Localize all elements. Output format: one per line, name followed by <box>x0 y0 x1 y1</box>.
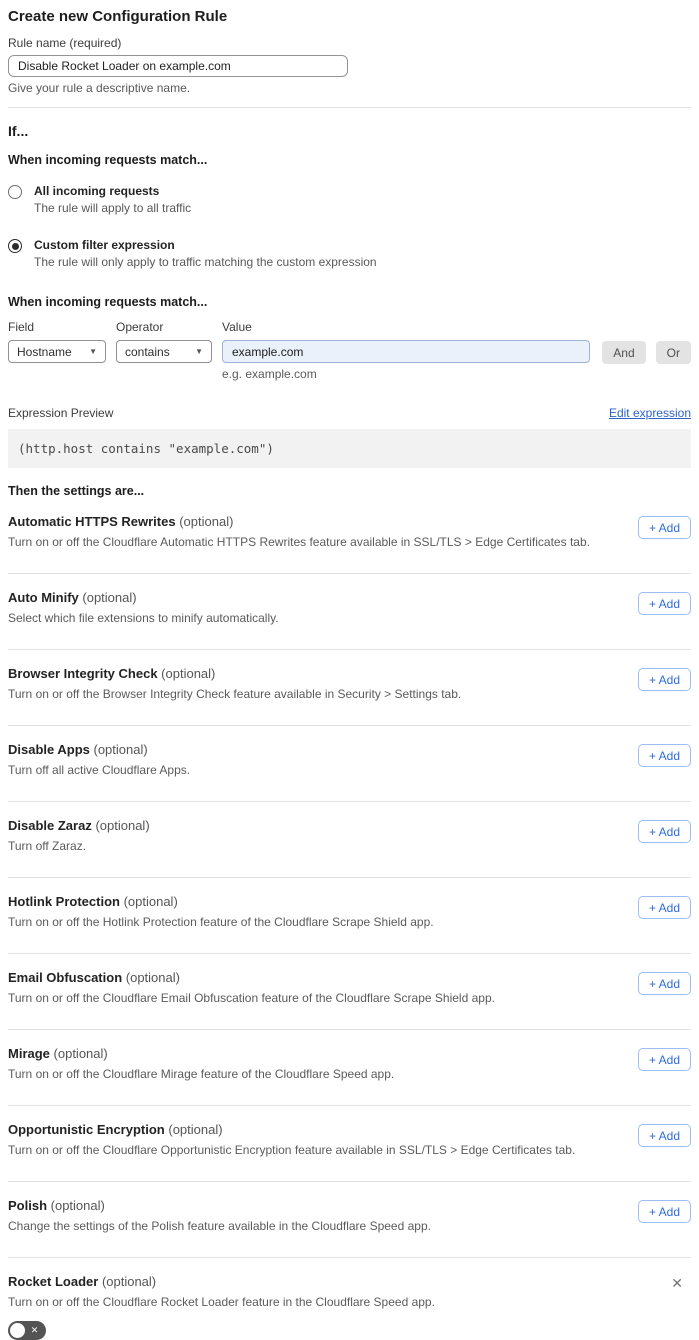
setting-name: Polish <box>8 1198 48 1213</box>
incoming-requests-subheading: When incoming requests match... <box>8 153 208 167</box>
add-setting-button[interactable]: + Add <box>638 972 691 995</box>
setting-description: Turn on or off the Cloudflare Mirage feature of the Cloudflare Speed app. <box>8 1067 395 1081</box>
operator-select-value: contains <box>125 344 170 359</box>
setting-name: Opportunistic Encryption <box>8 1122 165 1137</box>
field-select-value: Hostname <box>17 344 72 359</box>
divider <box>8 107 691 108</box>
setting-row-auto-minify <box>8 574 691 650</box>
operator-select[interactable] <box>116 340 212 363</box>
or-button[interactable]: Or <box>656 341 691 364</box>
add-setting-button[interactable]: + Add <box>638 744 691 767</box>
setting-name: Auto Minify <box>8 590 79 605</box>
setting-name: Rocket Loader <box>8 1274 99 1289</box>
edit-expression-link[interactable]: Edit expression <box>608 406 691 420</box>
expression-builder-row <box>8 320 691 381</box>
then-settings-heading: Then the settings are... <box>8 484 145 498</box>
setting-description: Turn off Zaraz. <box>8 839 87 853</box>
chevron-down-icon: ▼ <box>89 346 97 356</box>
radio-option-description: The rule will only apply to traffic matching the custom expression <box>34 255 377 269</box>
setting-description: Turn on or off the Cloudflare Automatic HTTPS Rewrites feature available in SSL/TLS > Edge Certificates tab. <box>8 535 590 549</box>
setting-row-hotlink-protection <box>8 878 691 954</box>
setting-name: Email Obfuscation <box>8 970 123 985</box>
optional-label: (optional) <box>50 1198 105 1213</box>
setting-description: Turn on or off the Hotlink Protection feature of the Cloudflare Scrape Shield app. <box>8 915 434 929</box>
radio-option-label: All incoming requests <box>34 184 160 198</box>
setting-description: Turn off all active Cloudflare Apps. <box>8 763 191 777</box>
add-setting-button[interactable]: + Add <box>638 592 691 615</box>
expression-preview-code: (http.host contains "example.com") <box>8 429 691 468</box>
add-setting-button[interactable]: + Add <box>638 1200 691 1223</box>
toggle-knob <box>10 1323 25 1338</box>
setting-description: Change the settings of the Polish feature available in the Cloudflare Speed app. <box>8 1219 431 1233</box>
setting-row-automatic-https-rewrites <box>8 498 691 574</box>
optional-label: (optional) <box>123 894 178 909</box>
setting-name: Disable Apps <box>8 742 90 757</box>
chevron-down-icon: ▼ <box>195 346 203 356</box>
setting-row-disable-apps <box>8 726 691 802</box>
optional-label: (optional) <box>101 1274 157 1289</box>
if-heading: If... <box>8 123 29 139</box>
optional-label: (optional) <box>179 514 234 529</box>
matcher-heading: When incoming requests match... <box>8 295 208 309</box>
and-button[interactable]: And <box>602 341 645 364</box>
setting-name: Browser Integrity Check <box>8 666 158 681</box>
setting-name: Hotlink Protection <box>8 894 120 909</box>
rule-name-input[interactable] <box>8 55 348 77</box>
setting-row-email-obfuscation <box>8 954 691 1030</box>
optional-label: (optional) <box>82 590 137 605</box>
setting-name: Mirage <box>8 1046 50 1061</box>
value-input[interactable] <box>222 340 590 363</box>
rocket-loader-toggle[interactable] <box>8 1321 46 1340</box>
value-label: Value <box>222 320 252 334</box>
setting-row-polish <box>8 1182 691 1258</box>
add-setting-button[interactable]: + Add <box>638 820 691 843</box>
setting-description: Select which file extensions to minify automatically. <box>8 611 279 625</box>
field-label: Field <box>8 320 35 334</box>
add-setting-button[interactable]: + Add <box>638 1124 691 1147</box>
setting-row-mirage <box>8 1030 691 1106</box>
radio-option-custom-filter-expression[interactable] <box>8 238 691 269</box>
toggle-off-icon: ✕ <box>30 1325 39 1335</box>
setting-description: Turn on or off the Browser Integrity Check feature available in Security > Settings tab. <box>8 687 462 701</box>
close-icon[interactable]: ✕ <box>671 1275 683 1291</box>
value-helper: e.g. example.com <box>222 367 317 381</box>
page-title: Create new Configuration Rule <box>8 8 228 25</box>
rule-name-helper: Give your rule a descriptive name. <box>8 81 191 95</box>
setting-name: Disable Zaraz <box>8 818 92 833</box>
setting-row-rocket-loader <box>8 1258 691 1340</box>
optional-label: (optional) <box>161 666 216 681</box>
setting-row-browser-integrity-check <box>8 650 691 726</box>
field-select[interactable] <box>8 340 106 363</box>
setting-description: Turn on or off the Cloudflare Email Obfuscation feature of the Cloudflare Scrape Shield app. <box>8 991 495 1005</box>
optional-label: (optional) <box>93 742 148 757</box>
radio-option-all-incoming-requests[interactable] <box>8 184 691 215</box>
radio-option-label: Custom filter expression <box>34 238 175 252</box>
setting-row-opportunistic-encryption <box>8 1106 691 1182</box>
expression-preview-label: Expression Preview <box>8 406 114 420</box>
add-setting-button[interactable]: + Add <box>638 896 691 919</box>
add-setting-button[interactable]: + Add <box>638 668 691 691</box>
setting-description: Turn on or off the Cloudflare Opportunistic Encryption feature available in SSL/TLS > Edge Certificates tab. <box>8 1143 576 1157</box>
radio-option-description: The rule will apply to all traffic <box>34 201 192 215</box>
setting-description: Turn on or off the Cloudflare Rocket Loader feature in the Cloudflare Speed app. <box>8 1295 435 1309</box>
optional-label: (optional) <box>125 970 180 985</box>
optional-label: (optional) <box>168 1122 223 1137</box>
add-setting-button[interactable]: + Add <box>638 1048 691 1071</box>
add-setting-button[interactable]: + Add <box>638 516 691 539</box>
operator-label: Operator <box>116 320 164 334</box>
setting-row-disable-zaraz <box>8 802 691 878</box>
optional-label: (optional) <box>95 818 150 833</box>
radio-button-icon[interactable] <box>8 185 22 199</box>
rule-name-label: Rule name (required) <box>8 36 122 50</box>
radio-button-icon[interactable] <box>8 239 22 253</box>
setting-name: Automatic HTTPS Rewrites <box>8 514 176 529</box>
optional-label: (optional) <box>53 1046 108 1061</box>
